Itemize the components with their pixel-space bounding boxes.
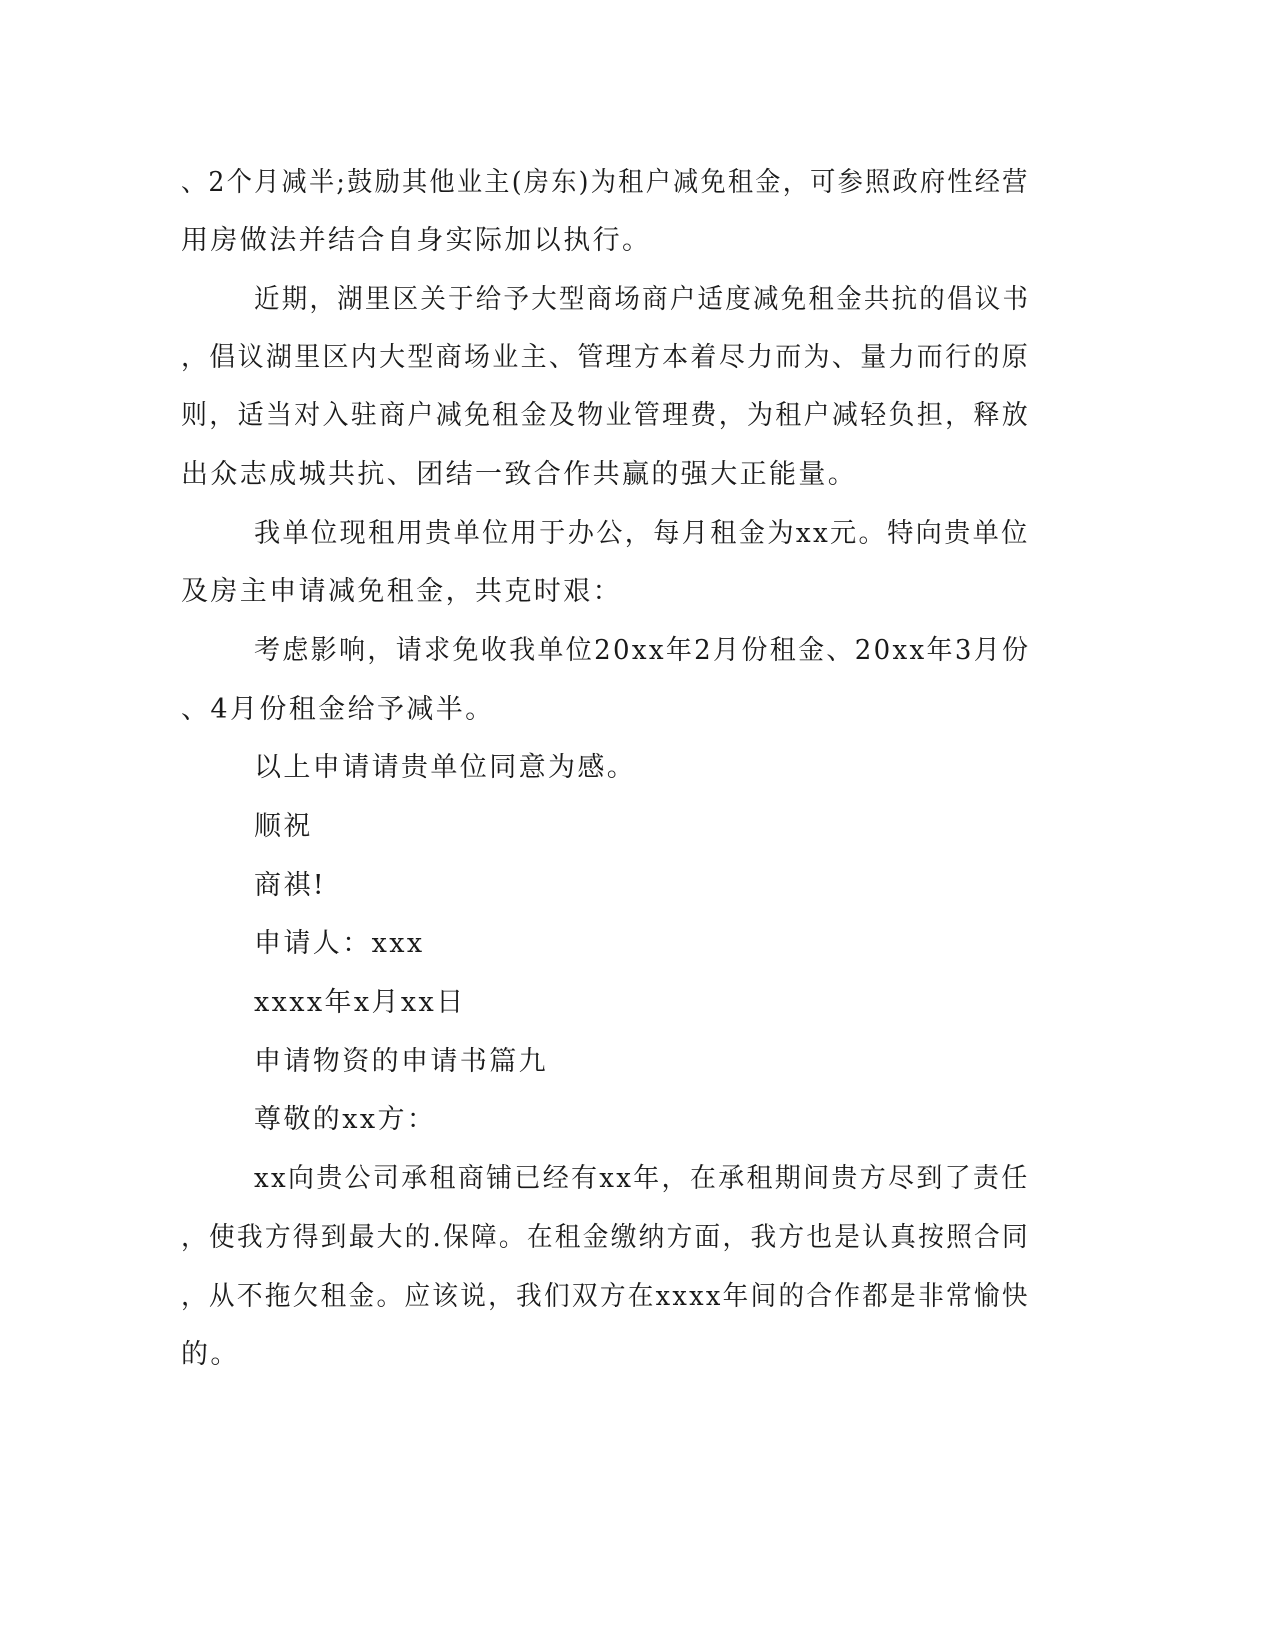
section-title: 申请物资的申请书篇九 bbox=[254, 1046, 548, 1077]
paragraph-line: 、2个月减半;鼓励其他业主(房东)为租户减免租金，可参照政府性经营 bbox=[181, 167, 1030, 198]
paragraph-line: 我单位现租用贵单位用于办公，每月租金为xx元。特向贵单位 bbox=[254, 518, 1030, 549]
salutation: 尊敬的xx方： bbox=[254, 1104, 437, 1135]
signature-date: xxxx年x月xx日 bbox=[254, 987, 466, 1018]
paragraph-line: 考虑影响，请求免收我单位20xx年2月份租金、20xx年3月份 bbox=[254, 635, 1031, 666]
paragraph-line: 用房做法并结合自身实际加以执行。 bbox=[181, 225, 652, 256]
paragraph-line: 、4月份租金给予减半。 bbox=[181, 694, 495, 725]
paragraph-line: 近期，湖里区关于给予大型商场商户适度减免租金共抗的倡议书 bbox=[254, 284, 1031, 315]
paragraph-line: 及房主申请减免租金，共克时艰： bbox=[181, 576, 622, 607]
paragraph-line: 出众志成城共抗、团结一致合作共赢的强大正能量。 bbox=[181, 459, 858, 490]
paragraph-line: ，倡议湖里区内大型商场业主、管理方本着尽力而为、量力而行的原 bbox=[181, 342, 1031, 373]
closing-greeting: 顺祝 bbox=[254, 811, 313, 842]
applicant-signature: 申请人：xxx bbox=[254, 928, 425, 959]
paragraph-line: ，使我方得到最大的.保障。在租金缴纳方面，我方也是认真按照合同 bbox=[181, 1222, 1030, 1253]
paragraph-line: xx向贵公司承租商铺已经有xx年，在承租期间贵方尽到了责任 bbox=[254, 1163, 1030, 1194]
paragraph-line: 以上申请请贵单位同意为感。 bbox=[254, 752, 637, 783]
paragraph-line: ，从不拖欠租金。应该说，我们双方在xxxx年间的合作都是非常愉快 bbox=[181, 1281, 1030, 1312]
closing-wish: 商祺! bbox=[254, 870, 327, 901]
paragraph-line: 的。 bbox=[181, 1339, 240, 1370]
paragraph-line: 则，适当对入驻商户减免租金及物业管理费，为租户减轻负担，释放 bbox=[181, 400, 1031, 431]
